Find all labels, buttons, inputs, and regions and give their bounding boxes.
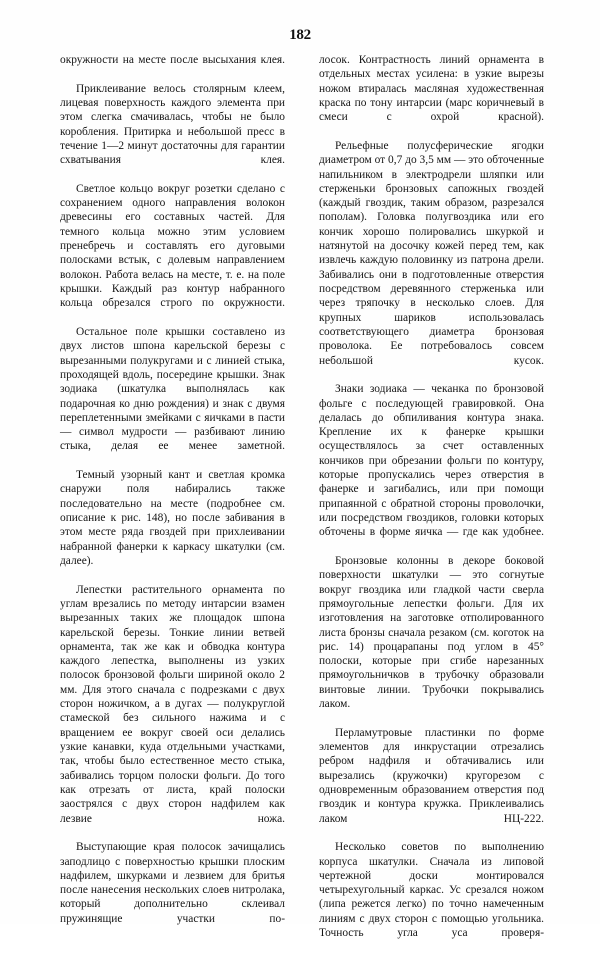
text-body (60, 53, 544, 940)
left-column (60, 53, 285, 925)
paragraph: окружности на месте после высыхания клея. (60, 54, 285, 66)
paragraph: Темный узорный кант и светлая кромка снаружи поля набирались также последовательно на месте (подробнее см. описание к рис. 148), но после забивания в этом месте ряда гвоздей при прихлеивании набранной фанерки к каркасу шкатулки (см. далее). (60, 469, 285, 567)
paragraph: Лепестки растительного орнамента по углам врезались по методу интарсии взамен вырезанных таких же площадок шпона карельской березы. Тонкие линии ветвей орнамента, так же как и обводка контура каждого лепестка, выполнены из узких полосок бронзовой фольги шириной около 2 мм. Для этого сначала с подрезками с двух сторон ножичком, а в дугах — полукруглой стамеской без сильного нажима и с вращением ее вокруг своей оси делались узкие канавки, куда отдельными участками, так, чтобы было естественное место стыка, забивались торцом полоски фольги. До того как отрезать от листа, край полоски заострялся с двух сторон надфилем как лезвие ножа. (60, 583, 285, 825)
paragraph: Светлое кольцо вокруг розетки сделано с сохранением одного направления волокон древесины его составных частей. Для темного кольца можно этим условием пренебречь и составлять его дуговыми полосками встык, с долевым направлением волокон. Работа велась на месте, т. е. на поле крышки. Каждый раз контур набранного кольца обрезался строго по окружности. (60, 182, 285, 310)
paragraph: Остальное поле крышки составлено из двух листов шпона карельской березы с вырезанными полукругами и с линией стыка, проходящей вдоль, посередине крышки. Знак зодиака (шкатулка выполнялась как подарочная ко дню рождения) и знак с двумя переплетенными змейками с яичками в пасти — символ мудрости — разбивают линию стыка, делая ее менее заметной. (60, 325, 285, 453)
paragraph: Бронзовые колонны в декоре боковой поверхности шкатулки — это согнутые вокруг гвоздика или гладкой части сверла прямоугольные лепестки фольги. Для их изготовления на заготовке отполированного листа бронзы сначала резаком (см. коготок на рис. 14) процарапаны под углом в 45° полоски, которые при сгибе нарезанных прямоугольничков в трубочку образовали винтовые линии. Трубочки покрывались лаком. (319, 554, 544, 711)
paragraph: Приклеивание велось столярным клеем, лицевая поверхность каждого элемента при этом слегка смачивалась, чтобы не было коробления. Притирка и небольшой пресс в течение 1—2 минут достаточны для гарантии схватывания клея. (60, 82, 285, 167)
paragraph: Выступающие края полосок зачищались заподлицо с поверхностью крышки плоским надфилем, шкурками и лезвием для бритья после нанесения нескольких слоев нитролака, который дополнительно склеивал пружинящие участки по- (60, 841, 285, 925)
paragraph: Перламутровые пластинки по форме элементов для инкрустации отрезались ребром надфиля и обтачивались или вырезались (кружочки) кругорезом с одновременным образованием отверстия под гвоздик и контура кружка. Приклеивались лаком НЦ-222. (319, 726, 544, 825)
paragraph: лосок. Контрастность линий орнамента в отдельных местах усилена: в узкие вырезы ножом втиралась масляная художественная краска по тону интарсии (марс коричневый в смеси с охрой красной). (319, 54, 544, 124)
right-column (319, 53, 544, 940)
paragraph: Несколько советов по выполнению корпуса шкатулки. Сначала из липовой чертежной доски монтировался четырехугольный каркас. Ус срезался ножом (липа режется легко) по точно намеченным линиям с двух сторон с помощью угольника. Точность угла уса проверя- (319, 841, 544, 940)
paragraph: Рельефные полусферические ягодки диаметром от 0,7 до 3,5 мм — это обточенные напильником в электродрели шляпки или стерженьки бронзовых сапожных гвоздей (каждый гвоздик, таким образом, разрезался пополам). Головка полугвоздика или его кончик хорошо полировались шкуркой и натянутой на досочку кожей перед тем, как извлечь каждую половинку из патрона дрели. Забивались они в подготовленные отверстия посредством деревянного стерженька или через тряпочку в несколько слоев. Для крупных шариков использовалась соответствующего диаметра бронзовая проволока. Ее потребовалось совсем небольшой кусок. (319, 139, 544, 367)
paragraph: Знаки зодиака — чеканка по бронзовой фольге с последующей гравировкой. Она делалась до обпиливания контура знака. Крепление их к фанерке крышки осуществлялось за счет оставленных кончиков при обрезании фольги по контуру, которые пропускались через отверстия в фанерке и загибались, или при помощи припаянной с обратной стороны проволочки, или посредством гвоздиков, головки которых обточены в форме яичка — где как удобнее. (319, 383, 544, 539)
page-number: 182 (289, 27, 311, 43)
